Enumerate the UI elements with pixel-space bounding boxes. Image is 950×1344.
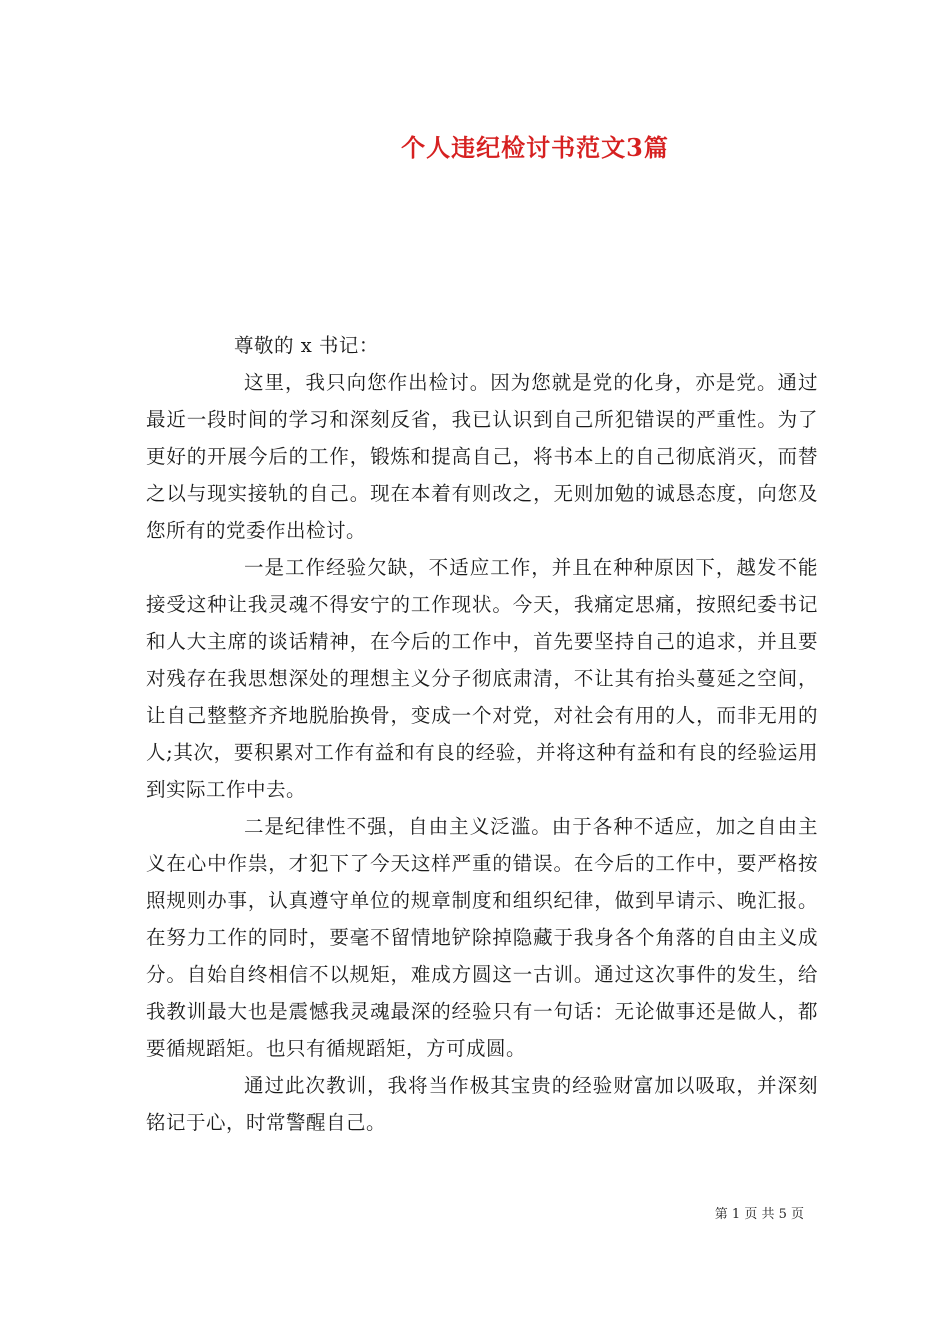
paragraph-1: 这里，我只向您作出检讨。因为您就是党的化身，亦是党。通过最近一段时间的学习和深刻反省，我已认识到自己所犯错误的严重性。为了更好的开展今后的工作，锻炼和提高自己，将书本上的自己彻底消灭，而替之以与现实接轨的自己。现在本着有则改之，无则加勉的诚恳态度，向您及您所有的党委作出检讨。 [146,371,818,542]
paragraph-2: 一是工作经验欠缺，不适应工作，并且在种种原因下，越发不能接受这种让我灵魂不得安宁的工作现状。今天，我痛定思痛，按照纪委书记和人大主席的谈话精神，在今后的工作中，首先要坚持自己的追求，并且要对残存在我思想深处的理想主义分子彻底肃清，不让其有抬头蔓延之空间，让自己整整齐齐地脱胎换骨，变成一个对党，对社会有用的人，而非无用的人;其次，要积累对工作有益和有良的经验，并将这种有益和有良的经验运用到实际工作中去。 [146,556,818,801]
paragraph-4: 通过此次教训，我将当作极其宝贵的经验财富加以吸取，并深刻铭记于心，时常警醒自己。 [146,1074,818,1134]
salutation: 尊敬的 x 书记： [234,334,379,357]
document-body [146,327,818,1141]
paragraph-3: 二是纪律性不强，自由主义泛滥。由于各种不适应，加之自由主义在心中作祟，才犯下了今天这样严重的错误。在今后的工作中，要严格按照规则办事，认真遵守单位的规章制度和组织纪律，做到早请示、晚汇报。在努力工作的同时，要毫不留情地铲除掉隐藏于我身各个角落的自由主义成分。自始自终相信不以规矩，难成方圆这一古训。通过这次事件的发生，给我教训最大也是震憾我灵魂最深的经验只有一句话：无论做事还是做人，都要循规蹈矩。也只有循规蹈矩，方可成圆。 [146,815,818,1060]
document-title: 个人违纪检讨书范文3篇 [401,133,669,162]
page-number-footer: 第 1 页 共 5 页 [714,1207,804,1222]
